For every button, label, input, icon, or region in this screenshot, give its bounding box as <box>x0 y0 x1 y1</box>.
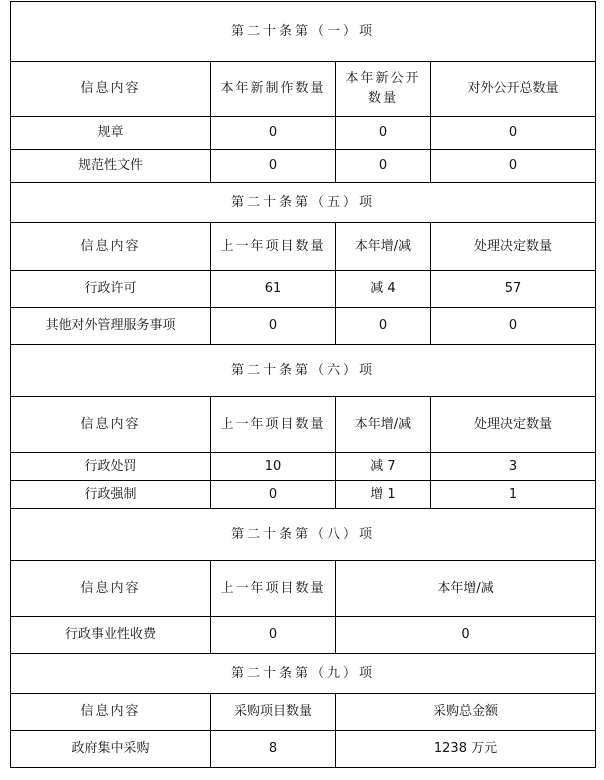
header-cell: 处理决定数量 <box>431 397 596 453</box>
table-cell: 0 <box>336 617 596 654</box>
table-cell: 1238 万元 <box>336 731 596 768</box>
table-row <box>11 617 596 654</box>
table-row <box>11 731 596 768</box>
table-cell: 57 <box>431 271 596 308</box>
table-cell: 0 <box>211 117 336 150</box>
row-label: 行政强制 <box>11 481 211 509</box>
table-row <box>11 117 596 150</box>
table-cell: 3 <box>431 453 596 481</box>
section-title: 第二十条第（六）项 <box>11 345 596 397</box>
section-title: 第二十条第（九）项 <box>11 654 596 694</box>
header-cell: 本年增/减 <box>336 397 431 453</box>
row-label: 规章 <box>11 117 211 150</box>
header-cell: 上一年项目数量 <box>211 223 336 271</box>
row-label: 行政许可 <box>11 271 211 308</box>
table-row <box>11 150 596 183</box>
table-row <box>11 308 596 345</box>
table-cell: 10 <box>211 453 336 481</box>
row-label: 其他对外管理服务事项 <box>11 308 211 345</box>
section-title-row <box>11 345 596 397</box>
section-title-row <box>11 509 596 561</box>
table-cell: 减 7 <box>336 453 431 481</box>
table-row <box>11 271 596 308</box>
table-cell: 0 <box>336 308 431 345</box>
header-cell: 信息内容 <box>11 397 211 453</box>
header-cell: 信息内容 <box>11 694 211 731</box>
table-row <box>11 453 596 481</box>
section-title-row <box>11 2 596 62</box>
section-title-row <box>11 654 596 694</box>
row-label: 行政处罚 <box>11 453 211 481</box>
header-cell: 本年新制作数量 <box>211 62 336 117</box>
header-row <box>11 223 596 271</box>
row-label: 规范性文件 <box>11 150 211 183</box>
row-label: 行政事业性收费 <box>11 617 211 654</box>
header-cell: 处理决定数量 <box>431 223 596 271</box>
section-title: 第二十条第（一）项 <box>11 2 596 62</box>
header-cell: 上一年项目数量 <box>211 561 336 617</box>
header-cell: 采购总金额 <box>336 694 596 731</box>
header-cell: 信息内容 <box>11 62 211 117</box>
disclosure-report-table <box>10 1 596 768</box>
table-cell: 0 <box>211 617 336 654</box>
header-row <box>11 694 596 731</box>
header-cell: 采购项目数量 <box>211 694 336 731</box>
section-title: 第二十条第（八）项 <box>11 509 596 561</box>
table-cell: 8 <box>211 731 336 768</box>
header-cell: 本年增/减 <box>336 223 431 271</box>
table-row <box>11 481 596 509</box>
table-cell: 0 <box>211 150 336 183</box>
header-row <box>11 397 596 453</box>
table-cell: 0 <box>336 150 431 183</box>
header-cell: 信息内容 <box>11 223 211 271</box>
table-cell: 0 <box>211 481 336 509</box>
table-cell: 0 <box>211 308 336 345</box>
header-row <box>11 62 596 117</box>
section-title: 第二十条第（五）项 <box>11 183 596 223</box>
table-cell: 1 <box>431 481 596 509</box>
table-cell: 0 <box>431 150 596 183</box>
table-cell: 增 1 <box>336 481 431 509</box>
table-cell: 0 <box>431 308 596 345</box>
row-label: 政府集中采购 <box>11 731 211 768</box>
header-cell: 本年新公开数量 <box>336 62 431 117</box>
section-title-row <box>11 183 596 223</box>
header-cell: 信息内容 <box>11 561 211 617</box>
table-cell: 减 4 <box>336 271 431 308</box>
header-cell: 本年增/减 <box>336 561 596 617</box>
header-cell: 对外公开总数量 <box>431 62 596 117</box>
header-cell: 上一年项目数量 <box>211 397 336 453</box>
table-cell: 0 <box>431 117 596 150</box>
table-cell: 0 <box>336 117 431 150</box>
header-row <box>11 561 596 617</box>
table-cell: 61 <box>211 271 336 308</box>
